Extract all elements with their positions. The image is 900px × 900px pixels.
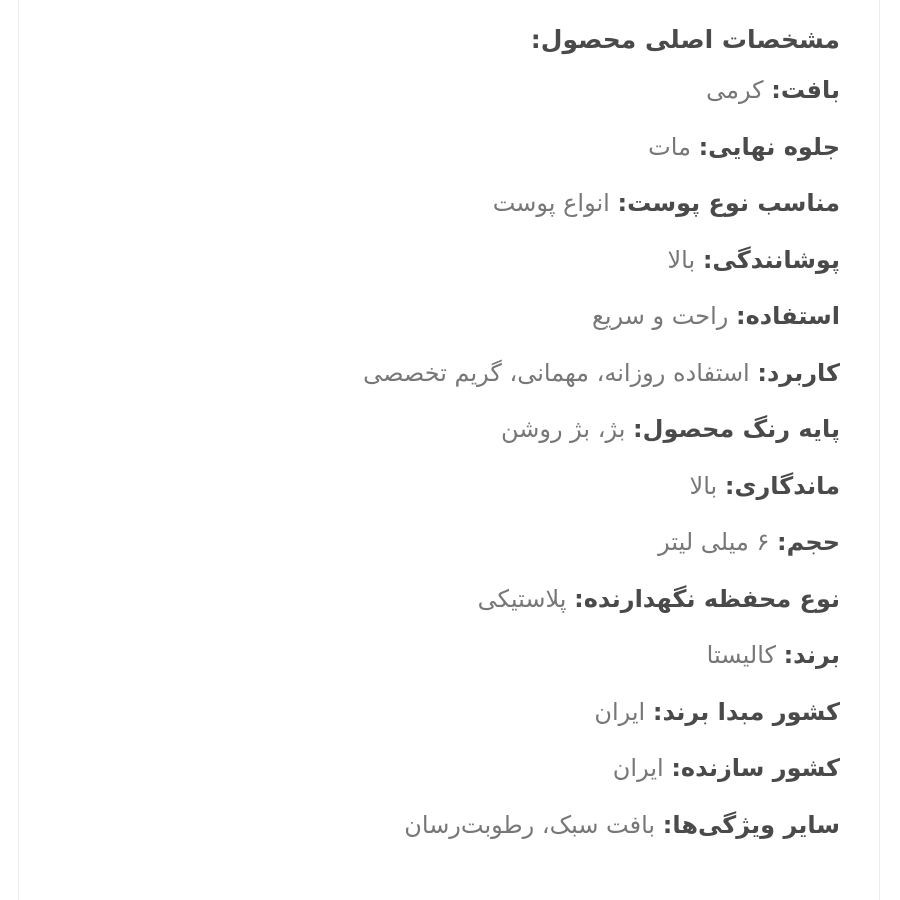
- spec-row-longevity: [60, 458, 840, 515]
- spec-row-usage: [60, 288, 840, 345]
- spec-label: کشور سازنده:: [671, 754, 840, 782]
- spec-label: استفاده:: [736, 302, 840, 330]
- spec-label: پوشانندگی:: [702, 245, 840, 274]
- spec-label: برند:: [783, 641, 840, 669]
- spec-value: مات: [648, 132, 691, 161]
- spec-row-brand: [60, 627, 840, 684]
- spec-row-texture: [60, 62, 840, 119]
- spec-row-finish: [60, 119, 840, 176]
- spec-label: پایه رنگ محصول:: [633, 415, 840, 443]
- spec-label: نوع محفظه نگهدارنده:: [574, 584, 840, 613]
- spec-value: بافت سبک، رطوبت‌رسان: [404, 810, 656, 839]
- spec-value: بالا: [667, 245, 696, 274]
- spec-value: ۶ میلی لیتر: [658, 528, 770, 556]
- spec-value: ایران: [612, 754, 664, 782]
- spec-row-brand-origin: [60, 684, 840, 741]
- specs-heading: مشخصات اصلی محصول:: [530, 25, 840, 54]
- spec-row-application: [60, 345, 840, 402]
- spec-value: بالا: [689, 471, 718, 500]
- spec-label: مناسب نوع پوست:: [617, 189, 840, 217]
- spec-label: ماندگاری:: [724, 471, 840, 500]
- spec-label: سایر ویژگی‌ها:: [662, 810, 840, 839]
- spec-value: کالیستا: [706, 641, 776, 669]
- product-specs: [60, 18, 840, 853]
- spec-row-manufacturer-country: [60, 740, 840, 797]
- spec-value: پلاستیکی: [477, 584, 567, 613]
- spec-value: بژ، بژ روشن: [500, 415, 626, 443]
- spec-value: راحت و سریع: [592, 302, 729, 330]
- spec-row-other-features: [60, 797, 840, 854]
- spec-label: حجم:: [776, 528, 840, 556]
- spec-label: کشور مبدا برند:: [652, 697, 840, 726]
- spec-row-volume: [60, 514, 840, 571]
- spec-row-coverage: [60, 232, 840, 289]
- spec-row-base-color: [60, 401, 840, 458]
- spec-row-skin-type: [60, 175, 840, 232]
- spec-value: انواع پوست: [492, 189, 610, 217]
- spec-value: استفاده روزانه، مهمانی، گریم تخصصی: [363, 358, 750, 387]
- spec-row-container: [60, 571, 840, 628]
- content-card: [18, 0, 880, 900]
- spec-label: کاربرد:: [757, 358, 840, 387]
- spec-value: ایران: [594, 697, 646, 726]
- spec-label: بافت:: [771, 76, 840, 104]
- spec-label: جلوه نهایی:: [698, 132, 840, 161]
- spec-value: کرمی: [706, 76, 764, 104]
